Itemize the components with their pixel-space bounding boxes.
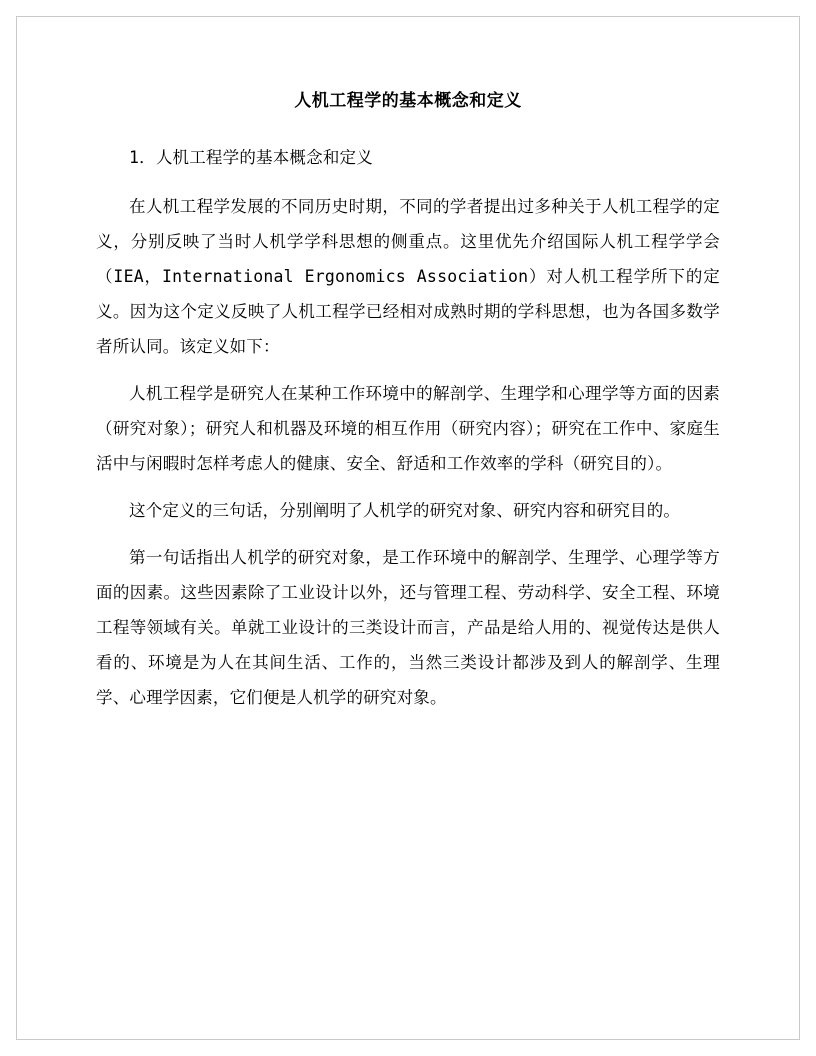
paragraph-2: 在人机工程学发展的不同历史时期，不同的学者提出过多种关于人机工程学的定义，分别反映了当时人机学学科思想的侧重点。这里优先介绍国际人机工程学学会（IEA，International Ergonomics Association）对人机工程学所下的定义。因为这个定义反映了人机工程学已经相对成熟时期的学科思想，也为各国多数学者所认同。该定义如下： (96, 197, 720, 357)
document-body (96, 70, 720, 728)
paragraph-5: 第一句话指出人机学的研究对象，是工作环境中的解剖学、生理学、心理学等方面的因素。这些因素除了工业设计以外，还与管理工程、劳动科学、安全工程、环境工程等领域有关。单就工业设计的三类设计而言，产品是给人用的、视觉传达是供人看的、环境是为人在其间生活、工作的，当然三类设计都涉及到人的解剖学、生理学、心理学因素，它们便是人机学的研究对象。 (96, 547, 720, 707)
paragraph-3: 人机工程学是研究人在某种工作环境中的解剖学、生理学和心理学等方面的因素（研究对象）；研究人和机器及环境的相互作用（研究内容）；研究在工作中、家庭生活中与闲暇时怎样考虑人的健康、安全、舒适和工作效率的学科（研究目的）。 (96, 384, 720, 473)
paragraph-4: 这个定义的三句话，分别阐明了人机学的研究对象、研究内容和研究目的。 (129, 500, 681, 520)
paragraph-1: 1．人机工程学的基本概念和定义 (129, 148, 373, 168)
page-title: 人机工程学的基本概念和定义 (294, 91, 522, 111)
